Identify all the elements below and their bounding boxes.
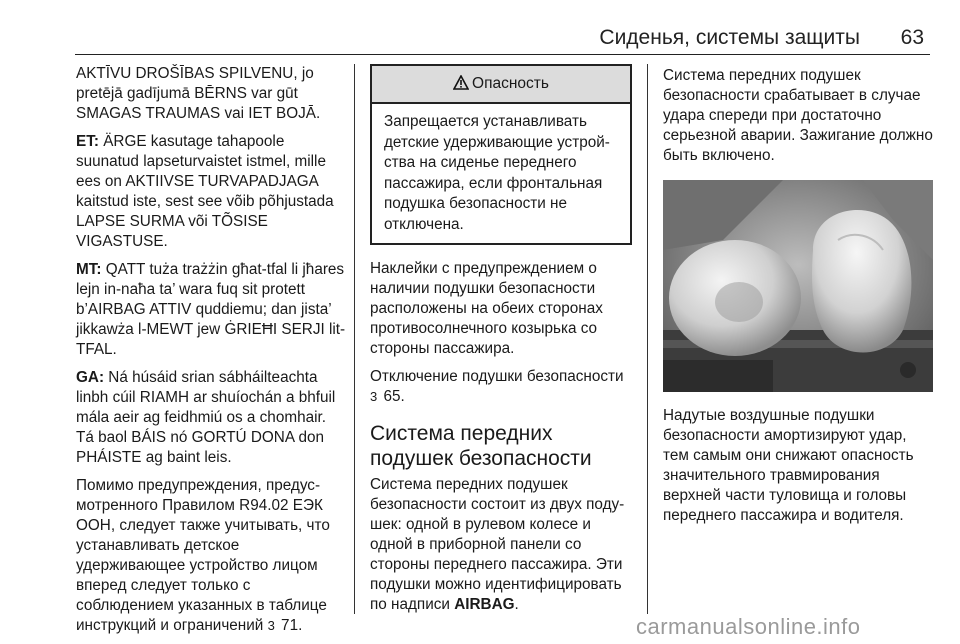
inflated-paragraph: Надутые воздушные подушки безопасности амортизируют удар, тем самым они снижают опасность значительного травмирования верхней части туловища и головы переднего пассажира и водителя. [663, 407, 914, 524]
danger-box-header [372, 66, 630, 104]
column-divider-1 [354, 64, 355, 614]
danger-box-title: Опасность [472, 75, 549, 92]
lv-warning-end: AKTĪVU DROŠĪBAS SPILVENU, jo pretējā gadījumā BĒRNS var gūt SMAGAS TRAUMAS vai IET BOJĀ. [76, 65, 321, 122]
page-ref-65-text: 65. [379, 388, 405, 405]
deactivation-paragraph [370, 367, 632, 407]
airbag-photo [663, 180, 933, 392]
page-header [75, 0, 930, 55]
sticker-paragraph: Наклейки с предупреждением о наличии подушки безопасности расположены на обеих сторонах противосолнечного козырька со стороны пассажира. [370, 260, 603, 357]
ru-text: Помимо предупреждения, предусмотренного Правилом R94.02 ЕЭК ООН, следует также учитывать, что устанавливать детское удерживающее устройство лицом вперед следует только с соблюдением указанных в таблице инструкций и ограничений [76, 477, 330, 634]
airbag-label: AIRBAG [454, 596, 515, 613]
danger-box [370, 64, 632, 245]
deactivation-text: Отключение подушки безопасности [370, 368, 624, 385]
et-warning [76, 132, 346, 252]
ru-paragraph [76, 476, 346, 636]
system-text-end: . [514, 596, 519, 613]
system-paragraph [370, 475, 632, 615]
column-3 [663, 66, 933, 534]
warning-triangle-icon [453, 75, 469, 90]
et-label: ET: [76, 133, 99, 150]
et-text: ÄRGE kasutage tahapoole suunatud lapseturvaistet istmel, mille ees on AKTIIVSE TURVAPADJAGA kaitstud iste, sest see võib põhjustada LAPSE SURMA või TÕSISE VIGASTUSE. [76, 133, 334, 250]
system-text: Система передних подушек безопасности состоит из двух подушек: одной в рулевом колесе и одной в приборной панели со стороны переднего пассажира. Эти подушки можно идентифицировать по надписи [370, 476, 625, 613]
mt-text: QATT tuża trażżin għat-tfal li jħares lejn in-naħa ta’ wara fuq sit protett b’AIRBAG ATTIV quddiemu; dan jista’ jikkawża l-MEWT jew ĠRIEĦI SERJI lit-TFAL. [76, 261, 346, 358]
arrow-ref-icon: 3 [267, 618, 275, 633]
page-ref-65[interactable] [370, 388, 405, 405]
column-2 [370, 64, 632, 623]
ga-label: GA: [76, 369, 105, 386]
section-heading: Система передних подушек безопасности [370, 422, 592, 470]
page-title: Сиденья, системы защиты [599, 26, 860, 49]
ga-warning [76, 368, 346, 468]
page-number: 63 [900, 26, 924, 49]
deployment-paragraph: Система передних подушек безопасности срабатывает в случае удара спереди при достаточно серьезной аварии. Зажигание должно быть включено. [663, 67, 933, 164]
column-1 [76, 64, 346, 644]
mt-warning [76, 260, 346, 360]
column-divider-2 [647, 64, 648, 614]
mt-label: MT: [76, 261, 102, 278]
ga-text: Ná húsáid srian sábháilteachta linbh cúil RIAMH ar shuíochán a bhfuil mála aeir ag feidhmiú os a chomhair. Tá baol BÁIS nó GORTÚ DONA don PHÁISTE ag baint leis. [76, 369, 336, 466]
danger-box-text: Запрещается устанавливать детские удерживающие устройства на сиденье переднего пассажира, если фронтальная подушка безопасности не отключена. [384, 113, 610, 233]
page-ref-71-text: 71. [276, 617, 303, 634]
airbag-illustration [663, 180, 933, 392]
arrow-ref-icon: 3 [370, 389, 378, 404]
watermark: carmanualsonline.info [636, 614, 861, 639]
page-ref-71[interactable] [268, 617, 303, 634]
